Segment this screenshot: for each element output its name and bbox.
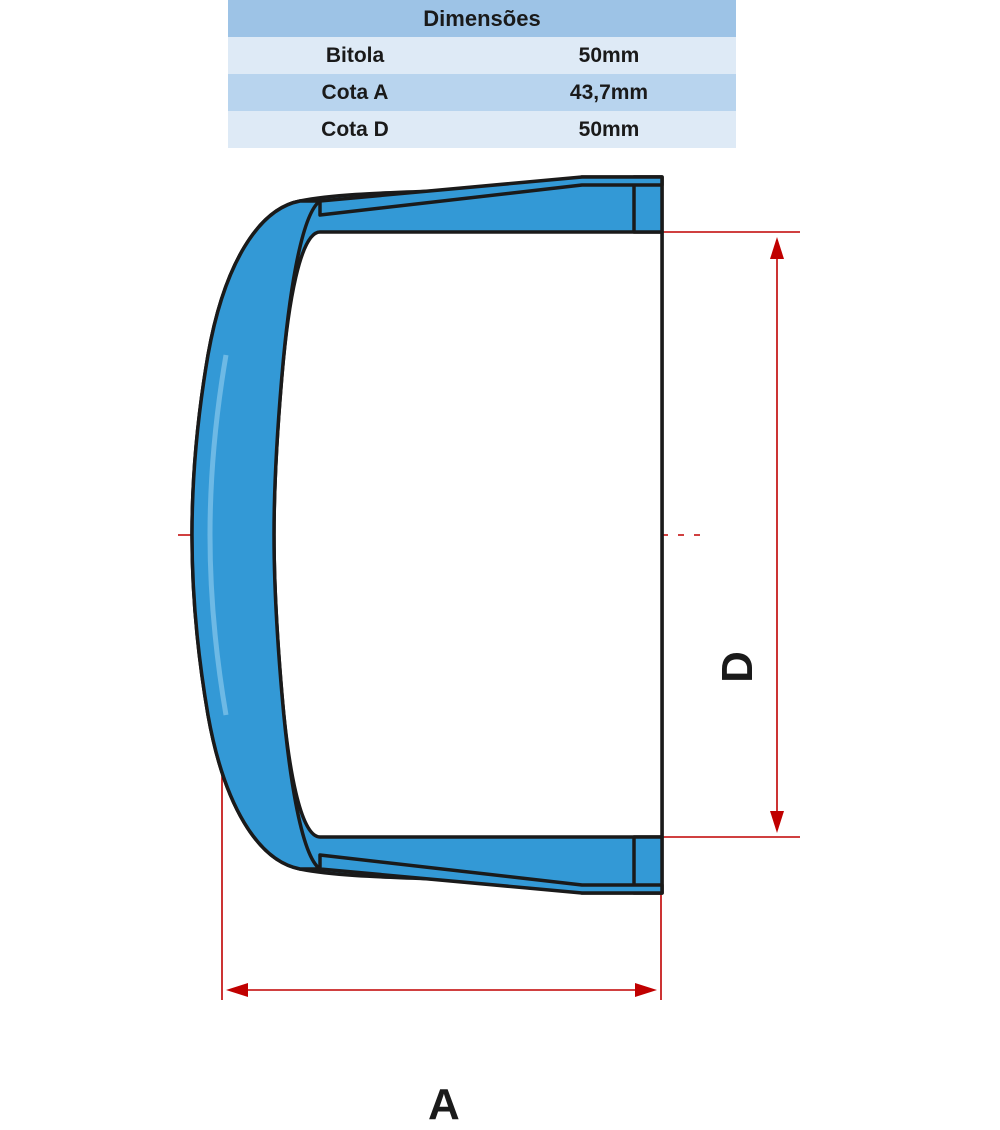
row-value-cota-a: 43,7mm — [482, 74, 736, 111]
row-value-bitola: 50mm — [482, 37, 736, 74]
table-title: Dimensões — [228, 0, 736, 37]
table-row — [228, 111, 736, 148]
dimension-label-d: D — [712, 651, 762, 683]
technical-drawing — [0, 155, 1000, 1129]
cap-inner-cavity — [274, 232, 662, 837]
arrow-d-bottom — [770, 811, 784, 833]
arrow-a-right — [635, 983, 657, 997]
row-label-bitola: Bitola — [228, 37, 482, 74]
arrow-d-top — [770, 237, 784, 259]
dimension-label-a: A — [428, 1080, 460, 1129]
row-label-cota-a: Cota A — [228, 74, 482, 111]
dimensions-table — [228, 0, 736, 148]
row-value-cota-d: 50mm — [482, 111, 736, 148]
arrow-a-left — [226, 983, 248, 997]
table-header-row — [228, 0, 736, 37]
table-row — [228, 74, 736, 111]
table-row — [228, 37, 736, 74]
row-label-cota-d: Cota D — [228, 111, 482, 148]
